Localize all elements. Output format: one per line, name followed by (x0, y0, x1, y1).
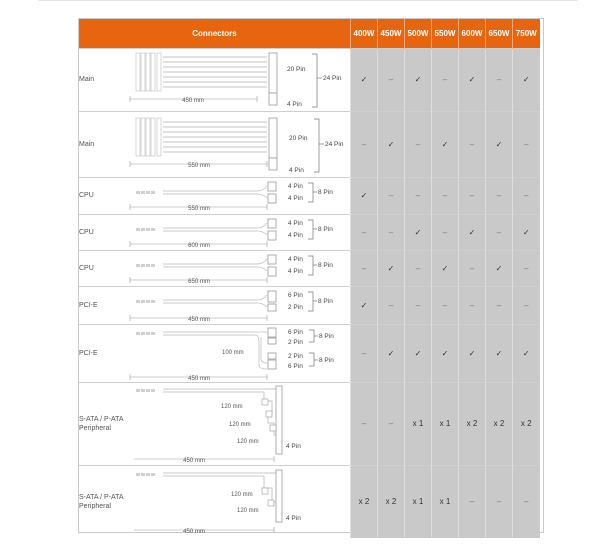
value-cell: x 1 (405, 465, 432, 538)
connector-label: PCI-E (79, 349, 98, 357)
connector-label: CPU (79, 228, 94, 236)
connector-cell (79, 465, 351, 538)
wattage-600-header: 600W (459, 19, 486, 48)
value-cell: – (486, 286, 513, 324)
segment-length-label: 120 mm (229, 421, 251, 428)
value-cell: ✓ (486, 250, 513, 286)
value-cell: x 2 (513, 382, 540, 465)
table-row (79, 465, 540, 538)
value-cell: – (378, 286, 405, 324)
value-cell: – (486, 214, 513, 250)
table-row (79, 250, 540, 286)
extension-length-label: 100 mm (222, 349, 244, 356)
connector-label: S-ATA / P-ATA Peripheral (79, 493, 124, 510)
cable-diagram (134, 383, 350, 465)
cable-length-label: 450 mm (183, 528, 205, 535)
pin-total-label: 8 Pin (318, 225, 333, 233)
pin-label: 4 Pin (288, 267, 303, 275)
value-cell: – (405, 250, 432, 286)
cable-length-label: 450 mm (183, 457, 205, 464)
value-cell: – (486, 48, 513, 111)
value-cell: – (486, 177, 513, 214)
value-cell: – (486, 465, 513, 538)
value-cell: – (378, 177, 405, 214)
value-cell: – (351, 382, 378, 465)
value-cell: – (459, 465, 486, 538)
value-cell: – (405, 177, 432, 214)
wattage-750-header: 750W (513, 19, 540, 48)
pin-label: 4 Pin (288, 255, 303, 263)
wattage-450-header: 450W (378, 19, 405, 48)
value-cell: – (351, 324, 378, 382)
pin-label: 4 Pin (286, 442, 301, 450)
segment-length-label: 120 mm (221, 403, 243, 410)
value-cell: ✓ (432, 324, 459, 382)
connector-cell (79, 111, 351, 177)
value-cell: – (513, 250, 540, 286)
value-cell: – (459, 111, 486, 177)
value-cell: ✓ (378, 250, 405, 286)
value-cell: – (378, 382, 405, 465)
cable-length-label: 550 mm (188, 162, 210, 169)
value-cell: ✓ (405, 214, 432, 250)
connectors-header: Connectors (79, 19, 351, 48)
value-cell: – (378, 214, 405, 250)
value-cell: – (432, 214, 459, 250)
pin-label: 20 Pin (287, 65, 306, 73)
pin-label: 4 Pin (288, 194, 303, 202)
value-cell: x 1 (432, 382, 459, 465)
connector-label: CPU (79, 264, 94, 272)
value-cell: ✓ (513, 214, 540, 250)
value-cell: – (378, 48, 405, 111)
pin-label: 4 Pin (289, 166, 304, 174)
value-cell: – (513, 177, 540, 214)
value-cell: – (405, 286, 432, 324)
value-cell: – (351, 250, 378, 286)
value-cell: ✓ (459, 214, 486, 250)
connector-cell (79, 286, 351, 324)
cable-length-label: 600 mm (188, 242, 210, 249)
value-cell: x 1 (405, 382, 432, 465)
cable-diagram (127, 251, 350, 286)
table-row (79, 214, 540, 250)
pin-total-label: 8 Pin (319, 332, 334, 340)
connector-label: PCI-E (79, 301, 98, 309)
pin-label: 6 Pin (288, 362, 303, 370)
segment-length-label: 120 mm (237, 507, 259, 514)
connector-label: Main (79, 76, 95, 83)
connector-cell (79, 48, 351, 111)
pin-label: 2 Pin (288, 303, 303, 311)
cable-diagram (127, 215, 350, 250)
connector-label: Main (79, 140, 95, 148)
connector-table (79, 19, 540, 538)
connector-cell (79, 250, 351, 286)
value-cell: – (351, 214, 378, 250)
connector-cell (79, 382, 351, 465)
connector-cell (79, 214, 351, 250)
value-cell: ✓ (459, 324, 486, 382)
cable-diagram (127, 178, 350, 214)
pin-label: 4 Pin (287, 100, 302, 108)
value-cell: – (405, 111, 432, 177)
value-cell: – (432, 286, 459, 324)
value-cell: x 2 (486, 382, 513, 465)
segment-length-label: 120 mm (237, 438, 259, 445)
cable-diagram (127, 325, 350, 382)
pin-label: 4 Pin (288, 182, 303, 190)
value-cell: ✓ (432, 250, 459, 286)
pin-label: 4 Pin (288, 219, 303, 227)
table-row (79, 48, 540, 111)
table-row (79, 286, 540, 324)
table-row (79, 382, 540, 465)
pin-total-label: 24 Pin (325, 140, 344, 148)
segment-length-label: 120 mm (231, 491, 253, 498)
cable-diagram (127, 112, 350, 177)
connector-label: S-ATA / P-ATA Peripheral (79, 415, 124, 432)
pin-label: 4 Pin (286, 514, 301, 522)
value-cell: ✓ (405, 48, 432, 111)
pin-label: 4 Pin (288, 231, 303, 239)
cable-length-label: 450 mm (188, 316, 210, 323)
value-cell: x 1 (432, 465, 459, 538)
value-cell: – (513, 286, 540, 324)
cable-diagram (134, 466, 350, 538)
value-cell: ✓ (486, 324, 513, 382)
value-cell: – (432, 48, 459, 111)
cable-length-label: 450 mm (182, 97, 204, 104)
cable-length-label: 550 mm (188, 205, 210, 212)
connector-cell (79, 324, 351, 382)
pin-label: 6 Pin (288, 291, 303, 299)
wattage-400-header: 400W (351, 19, 378, 48)
header-row (79, 19, 540, 48)
value-cell: x 2 (378, 465, 405, 538)
value-cell: – (513, 465, 540, 538)
pin-total-label: 8 Pin (318, 261, 333, 269)
value-cell: ✓ (351, 48, 378, 111)
value-cell: – (459, 250, 486, 286)
top-divider (38, 0, 578, 1)
value-cell: ✓ (405, 324, 432, 382)
value-cell: – (432, 177, 459, 214)
value-cell: x 2 (351, 465, 378, 538)
cable-diagram (127, 287, 350, 324)
wattage-650-header: 650W (486, 19, 513, 48)
value-cell: – (459, 177, 486, 214)
pin-total-label: 8 Pin (318, 188, 333, 196)
pin-label: 2 Pin (288, 352, 303, 360)
pin-total-label: 8 Pin (319, 356, 334, 364)
connector-cell (79, 177, 351, 214)
wattage-550-header: 550W (432, 19, 459, 48)
table-row (79, 111, 540, 177)
pin-label: 2 Pin (288, 338, 303, 346)
value-cell: ✓ (432, 111, 459, 177)
value-cell: ✓ (378, 111, 405, 177)
value-cell: ✓ (513, 48, 540, 111)
value-cell: ✓ (378, 324, 405, 382)
pin-label: 20 Pin (289, 134, 308, 142)
pin-total-label: 24 Pin (323, 74, 342, 82)
value-cell: – (513, 111, 540, 177)
value-cell: ✓ (351, 286, 378, 324)
cable-diagram (127, 49, 350, 111)
table-row (79, 177, 540, 214)
wattage-500-header: 500W (405, 19, 432, 48)
pin-total-label: 8 Pin (318, 297, 333, 305)
connector-label: CPU (79, 192, 94, 199)
pin-label: 6 Pin (288, 328, 303, 336)
value-cell: – (459, 286, 486, 324)
value-cell: ✓ (486, 111, 513, 177)
table-row (79, 324, 540, 382)
cable-length-label: 450 mm (188, 375, 210, 382)
value-cell: – (351, 111, 378, 177)
value-cell: ✓ (513, 324, 540, 382)
cable-length-label: 650 mm (188, 278, 210, 285)
value-cell: ✓ (459, 48, 486, 111)
value-cell: ✓ (351, 177, 378, 214)
value-cell: x 2 (459, 382, 486, 465)
